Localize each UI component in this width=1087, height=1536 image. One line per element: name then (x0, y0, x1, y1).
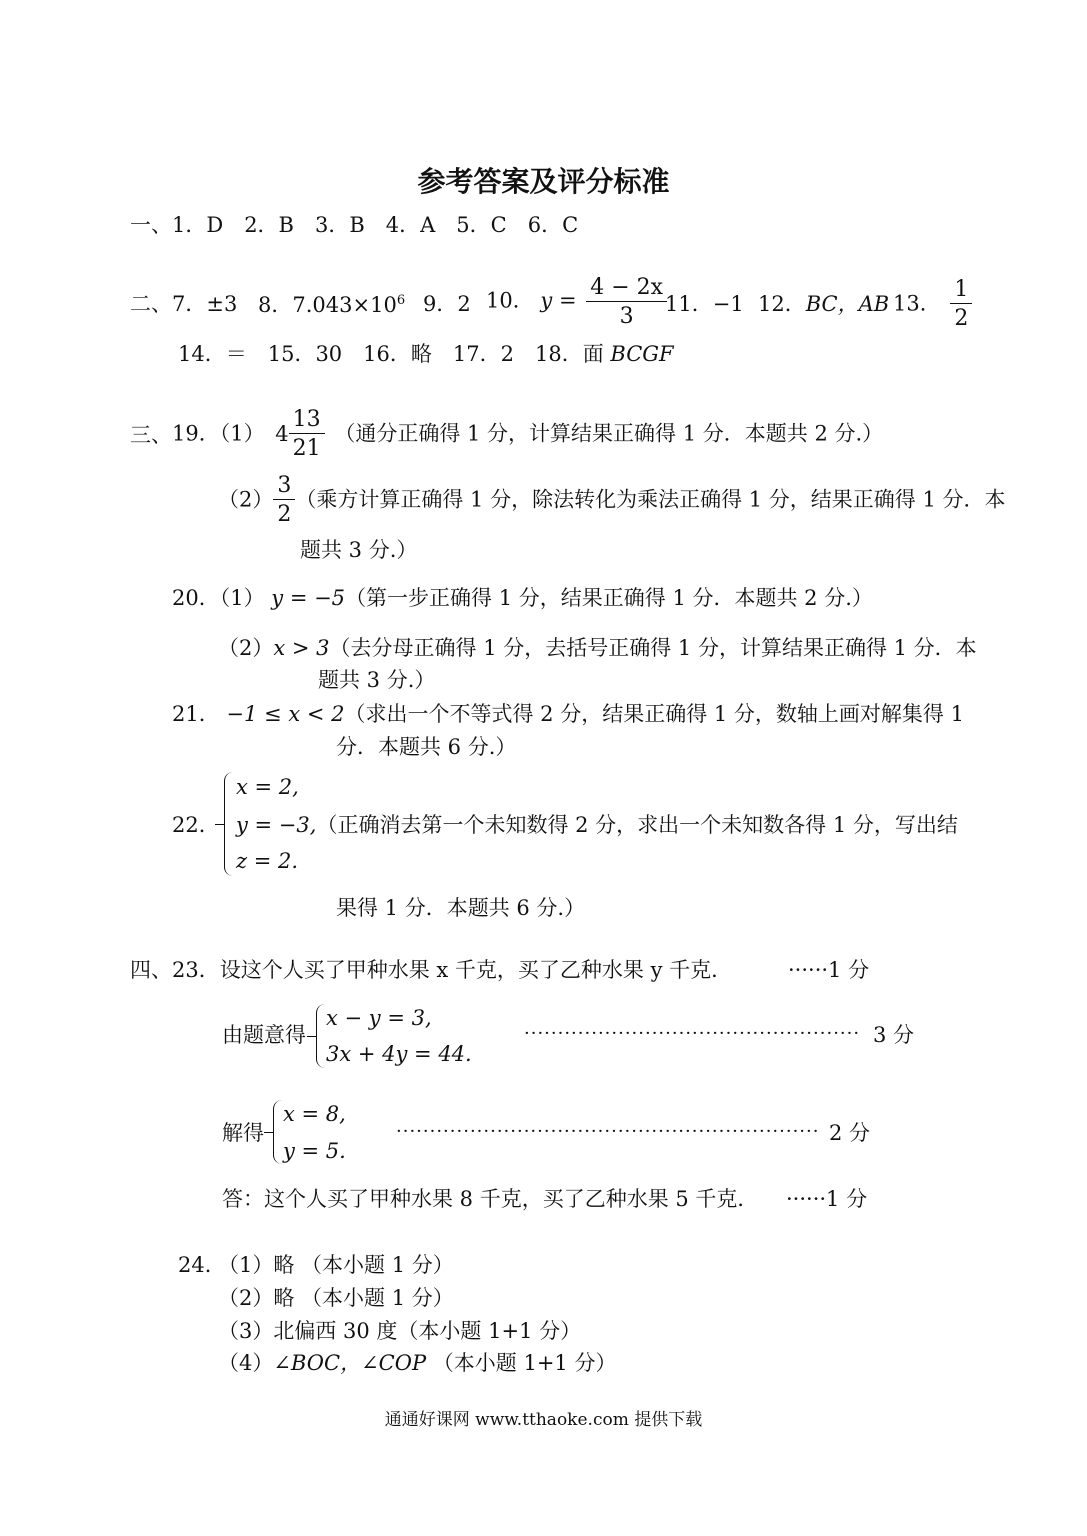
q20-1-expr: y = −5 (271, 586, 346, 610)
q19-1-note: （通分正确得 1 分，计算结果正确得 1 分．本题共 2 分.） (334, 421, 884, 446)
answer-q8 (258, 294, 405, 316)
q23-sol-score: 2 分 (829, 1121, 871, 1145)
q22-note: （正确消去第一个未知数得 2 分，求出一个未知数各得 1 分，写出结 (316, 813, 958, 837)
q23-sol2-text: y = 5. (283, 1139, 346, 1163)
answer-q13 (893, 278, 975, 330)
q23-answer: 答：这个人买了甲种水果 8 千克，买了乙种水果 5 千克． (222, 1187, 759, 1211)
q23-sol-label: 解得 (222, 1121, 264, 1145)
q21-note: （求出一个不等式得 2 分，结果正确得 1 分，数轴上画对解集得 1 (344, 702, 964, 726)
q23-sol1-text: x = 8, (283, 1102, 346, 1126)
answer-q20-2 (218, 638, 977, 659)
q22-eq3 (236, 851, 298, 872)
q23-setup-score: ······1 分 (788, 958, 870, 982)
q12-value: BC，AB (805, 292, 890, 316)
q22-eq1 (236, 777, 299, 798)
q19-2-note-continued: 题共 3 分.） (300, 538, 418, 562)
q19-1-fraction (289, 408, 325, 460)
q10-denominator: 3 (619, 304, 634, 330)
q19-2-fraction (273, 474, 295, 526)
answer-q10: 10． y = $\frac{4 - 2x}{3}$ (486, 276, 670, 328)
q23-eq-dots: ·················································· (524, 1023, 861, 1044)
q19-1-label: 19．（1） (172, 421, 265, 446)
q22-eq1-text: x = 2, (236, 775, 299, 799)
q23-sol1 (283, 1104, 346, 1125)
q24-label: 24． (178, 1253, 226, 1277)
section1-answers: 1．D 2．B 3．B 4．A 5．C 6．C (172, 213, 579, 237)
q23-setup: 23．设这个人买了甲种水果 x 千克，买了乙种水果 y 千克． (172, 958, 733, 982)
q20-1-note: （第一步正确得 1 分，结果正确得 1 分．本题共 2 分.） (345, 586, 873, 610)
q8-label: 8． (258, 293, 293, 317)
answer-q11: 11．−1 (665, 292, 744, 316)
q13-numerator: 1 (950, 278, 972, 304)
answer-q7: 7．±3 (172, 292, 238, 316)
q10-numerator: 4 − 2x (586, 276, 667, 302)
q23-eq-label: 由题意得 (222, 1023, 306, 1047)
q24-4-label: （4） (218, 1351, 274, 1375)
answer-q9: 9．2 (423, 292, 471, 316)
q18-value: BCGF (610, 342, 674, 366)
q20-2-label: （2） (218, 636, 274, 660)
q19-1-numerator: 13 (289, 408, 325, 434)
q24-part3: （3）北偏西 30 度（本小题 1+1 分） (218, 1319, 582, 1343)
q24-4-value: ∠BOC，∠COP (273, 1351, 427, 1375)
answer-q19-1 (172, 408, 883, 460)
q22-eq2-text: y = −3, (236, 813, 317, 837)
answers-q14-q18: 14．＝ 15．30 16．略 17．2 18．面 (178, 342, 604, 366)
q24-4-note: （本小题 1+1 分） (432, 1351, 617, 1375)
q22-brace (224, 772, 234, 876)
page-title: 参考答案及评分标准 (417, 165, 670, 198)
q23-sol2 (283, 1141, 346, 1162)
q13-denominator: 2 (954, 306, 969, 332)
q23-sol-brace (273, 1100, 283, 1164)
answer-q21 (172, 704, 964, 725)
q19-2-label: （2） (218, 487, 274, 512)
q10-label: 10． (486, 288, 534, 313)
q19-2-denominator: 2 (277, 502, 292, 528)
q19-2-numerator: 3 (273, 474, 295, 500)
q21-note-continued: 分．本题共 6 分.） (336, 735, 517, 759)
q23-eq-score: 3 分 (873, 1023, 915, 1047)
section1-prefix: 一、 (130, 213, 172, 237)
q23-answer-score: ······1 分 (786, 1187, 868, 1211)
q22-label: 22． (172, 813, 220, 837)
answer-q20-1 (172, 588, 873, 609)
section4-line (130, 960, 732, 981)
q22-eq2 (236, 815, 958, 836)
q10-fraction (586, 276, 667, 328)
q19-1-whole: 4 (275, 421, 289, 446)
section1-line (130, 215, 578, 236)
q13-fraction (950, 278, 972, 330)
q19-1-denominator: 21 (292, 436, 321, 462)
q23-eq-brace (316, 1004, 326, 1068)
q22-note-continued: 果得 1 分．本题共 6 分.） (336, 896, 586, 920)
q20-2-note-continued: 题共 3 分.） (318, 668, 436, 692)
q24-part2: （2）略 （本小题 1 分） (218, 1286, 454, 1310)
section2-line2 (178, 344, 674, 365)
q23-eq2-text: 3x + 4y = 44. (326, 1042, 472, 1066)
q10-lhs: y (540, 288, 553, 313)
q19-2-note: （乘方计算正确得 1 分，除法转化为乘法正确得 1 分，结果正确得 1 分．本 (295, 487, 1006, 512)
answer-q19-2 (218, 474, 1006, 526)
page-footer: 通通好课网 www.tthaoke.com 提供下载 (384, 1410, 703, 1430)
q8-base: 7.043×10 (292, 293, 397, 317)
section3-prefix: 三、 (130, 423, 172, 447)
q23-eq1-text: x − y = 3, (326, 1006, 432, 1030)
q12-label: 12． (758, 292, 806, 316)
q22-eq3-text: z = 2. (236, 849, 299, 873)
q8-exponent: 6 (396, 293, 406, 308)
section4-prefix: 四、 (130, 958, 172, 982)
q20-2-expr: x > 3 (273, 636, 330, 660)
section2-prefix: 二、 (130, 292, 172, 316)
answer-q12 (758, 294, 889, 315)
q21-expr: −1 ≤ x < 2 (226, 702, 345, 726)
q20-2-note: （去分母正确得 1 分，去括号正确得 1 分，计算结果正确得 1 分．本 (329, 636, 977, 660)
q24-part1: （1）略 （本小题 1 分） (218, 1253, 454, 1277)
q23-eq1 (326, 1008, 432, 1029)
q13-label: 13． (893, 291, 941, 316)
q24-part4 (218, 1353, 616, 1374)
q20-1-label: 20．（1） (172, 586, 265, 610)
q23-sol-dots: ······························································· (396, 1121, 820, 1142)
q23-eq2 (326, 1044, 472, 1065)
q21-label: 21． (172, 702, 220, 726)
